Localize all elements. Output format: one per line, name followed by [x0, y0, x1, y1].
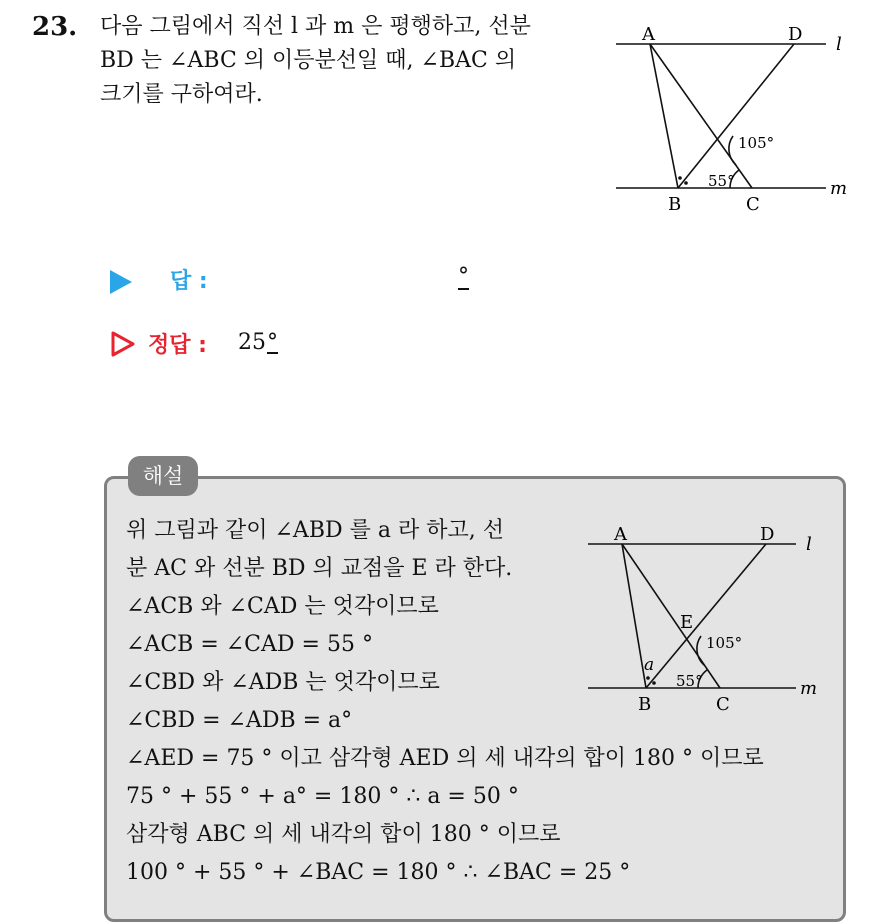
correct-answer-row	[110, 326, 530, 366]
label-l: l	[836, 34, 842, 55]
play-triangle-icon	[110, 270, 132, 294]
angle-55-label: 55°	[676, 672, 703, 690]
label-a: A	[642, 24, 655, 45]
label-l: l	[806, 534, 812, 555]
label-b: B	[638, 694, 652, 715]
question-number: 23.	[32, 12, 78, 42]
question-line: 크기를 구하여라.	[100, 82, 263, 107]
bisector-dot	[652, 681, 656, 685]
solution-line: 75 ° + 55 ° + a° = 180 ° ∴ a = 50 °	[126, 784, 519, 809]
correct-value-wrap	[238, 330, 278, 355]
solution-line: 위 그림과 같이 ∠ABD 를 a 라 하고, 선	[126, 518, 504, 543]
label-m: m	[800, 678, 818, 699]
solution-line: ∠ACB 와 ∠CAD 는 엇각이므로	[126, 594, 439, 619]
solution-line: 100 ° + 55 ° + ∠BAC = 180 ° ∴ ∠BAC = 25 °	[126, 860, 631, 885]
solution-line: ∠ACB = ∠CAD = 55 °	[126, 632, 373, 657]
arc-105	[729, 136, 736, 165]
bisector-dot	[678, 176, 682, 180]
solution-line: 삼각형 ABC 의 세 내각의 합이 180 ° 이므로	[126, 822, 561, 847]
solution-line: 분 AC 와 선분 BD 의 교점을 E 라 한다.	[126, 556, 513, 581]
label-m: m	[830, 178, 848, 199]
label-c: C	[746, 194, 760, 215]
correct-unit: °	[267, 330, 278, 355]
bisector-dot	[646, 676, 650, 680]
label-a-angle: a	[644, 655, 655, 675]
label-e: E	[680, 612, 694, 633]
solution-figure	[584, 522, 834, 722]
outline-triangle-icon	[110, 330, 136, 358]
angle-55-label: 55°	[708, 172, 735, 190]
question-text	[100, 10, 590, 112]
label-a: A	[614, 524, 627, 545]
label-c: C	[716, 694, 730, 715]
angle-105-label: 105°	[706, 634, 743, 652]
correct-value: 25	[238, 330, 266, 355]
correct-label: 정답 :	[148, 333, 207, 358]
answer-unit: °	[458, 264, 469, 289]
segment-ab	[650, 44, 678, 188]
question-line: 다음 그림에서 직선 l 과 m 은 평행하고, 선분	[100, 14, 531, 39]
segment-ab	[622, 544, 646, 688]
label-d: D	[760, 524, 775, 545]
question-figure	[612, 20, 862, 220]
arc-105	[697, 636, 704, 665]
answer-row	[110, 262, 530, 302]
label-d: D	[788, 24, 803, 45]
solution-line: ∠CBD = ∠ADB = a°	[126, 708, 353, 733]
answer-label: 답 :	[170, 269, 208, 294]
solution-tab: 해설	[128, 456, 198, 496]
label-b: B	[668, 194, 682, 215]
angle-105-label: 105°	[738, 134, 775, 152]
bisector-dot	[684, 181, 688, 185]
solution-line: ∠AED = 75 ° 이고 삼각형 AED 의 세 내각의 합이 180 ° 이므로	[126, 746, 764, 771]
question-line: BD 는 ∠ABC 의 이등분선일 때, ∠BAC 의	[100, 48, 517, 73]
solution-line: ∠CBD 와 ∠ADB 는 엇각이므로	[126, 670, 440, 695]
